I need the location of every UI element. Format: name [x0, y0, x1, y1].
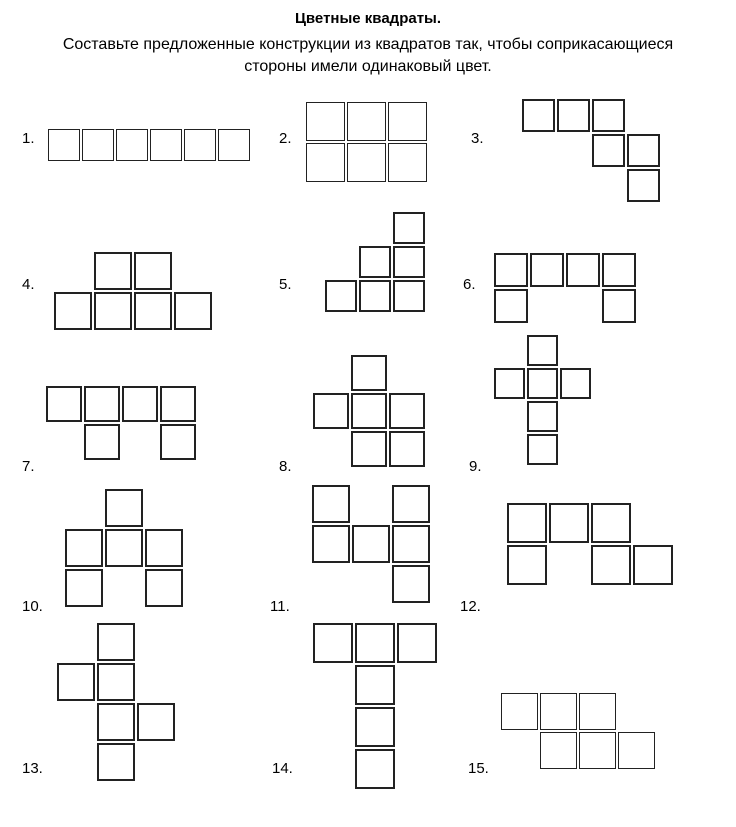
square-cell — [97, 623, 135, 661]
square-cell — [592, 134, 625, 167]
square-cell — [105, 489, 143, 527]
square-cell — [54, 292, 92, 330]
square-cell — [82, 129, 114, 161]
square-cell — [579, 732, 616, 769]
square-cell — [507, 503, 547, 543]
square-cell — [530, 253, 564, 287]
square-cell — [527, 401, 558, 432]
square-cell — [527, 335, 558, 366]
figure-number: 15. — [468, 760, 489, 777]
square-cell — [355, 707, 395, 747]
square-cell — [389, 393, 425, 429]
square-cell — [116, 129, 148, 161]
square-cell — [560, 368, 591, 399]
figure-number: 10. — [22, 598, 43, 615]
square-cell — [134, 292, 172, 330]
square-cell — [355, 623, 395, 663]
square-cell — [48, 129, 80, 161]
square-cell — [549, 503, 589, 543]
figure-number: 5. — [279, 276, 292, 293]
square-cell — [392, 485, 430, 523]
square-cell — [566, 253, 600, 287]
square-cell — [602, 253, 636, 287]
square-cell — [306, 102, 345, 141]
square-cell — [312, 525, 350, 563]
square-cell — [84, 424, 120, 460]
square-cell — [122, 386, 158, 422]
square-cell — [389, 431, 425, 467]
square-cell — [134, 252, 172, 290]
square-cell — [501, 693, 538, 730]
square-cell — [347, 143, 386, 182]
square-cell — [313, 393, 349, 429]
square-cell — [145, 569, 183, 607]
square-cell — [494, 289, 528, 323]
square-cell — [494, 368, 525, 399]
figure-number: 6. — [463, 276, 476, 293]
square-cell — [97, 743, 135, 781]
square-cell — [592, 99, 625, 132]
square-cell — [393, 246, 425, 278]
square-cell — [150, 129, 182, 161]
square-cell — [105, 529, 143, 567]
square-cell — [347, 102, 386, 141]
square-cell — [527, 368, 558, 399]
square-cell — [602, 289, 636, 323]
square-cell — [359, 246, 391, 278]
square-cell — [359, 280, 391, 312]
figure-number: 3. — [471, 130, 484, 147]
square-cell — [627, 169, 660, 202]
square-cell — [388, 102, 427, 141]
square-cell — [579, 693, 616, 730]
square-cell — [393, 212, 425, 244]
square-cell — [618, 732, 655, 769]
square-cell — [351, 355, 387, 391]
square-cell — [351, 431, 387, 467]
square-cell — [97, 703, 135, 741]
figure-number: 8. — [279, 458, 292, 475]
worksheet-instruction: Составьте предложенные конструкции из квадратов так, чтобы соприкасающиеся стороны имели одинаковый цвет. — [62, 36, 674, 75]
square-cell — [145, 529, 183, 567]
square-cell — [174, 292, 212, 330]
square-cell — [84, 386, 120, 422]
figure-number: 7. — [22, 458, 35, 475]
square-cell — [627, 134, 660, 167]
square-cell — [65, 569, 103, 607]
figure-number: 9. — [469, 458, 482, 475]
square-cell — [352, 525, 390, 563]
square-cell — [633, 545, 673, 585]
square-cell — [507, 545, 547, 585]
figure-number: 12. — [460, 598, 481, 615]
figure-number: 14. — [272, 760, 293, 777]
figure-number: 11. — [270, 598, 290, 615]
square-cell — [494, 253, 528, 287]
square-cell — [46, 386, 82, 422]
square-cell — [325, 280, 357, 312]
square-cell — [397, 623, 437, 663]
square-cell — [393, 280, 425, 312]
square-cell — [355, 665, 395, 705]
square-cell — [184, 129, 216, 161]
worksheet-title: Цветные квадраты. — [294, 10, 442, 27]
square-cell — [388, 143, 427, 182]
square-cell — [94, 252, 132, 290]
square-cell — [540, 693, 577, 730]
square-cell — [312, 485, 350, 523]
square-cell — [591, 503, 631, 543]
square-cell — [306, 143, 345, 182]
square-cell — [351, 393, 387, 429]
square-cell — [522, 99, 555, 132]
square-cell — [557, 99, 590, 132]
square-cell — [313, 623, 353, 663]
square-cell — [65, 529, 103, 567]
square-cell — [94, 292, 132, 330]
square-cell — [540, 732, 577, 769]
square-cell — [591, 545, 631, 585]
square-cell — [160, 424, 196, 460]
figure-number: 4. — [22, 276, 35, 293]
figure-number: 2. — [279, 130, 292, 147]
square-cell — [392, 525, 430, 563]
square-cell — [57, 663, 95, 701]
square-cell — [392, 565, 430, 603]
figure-number: 1. — [22, 130, 35, 147]
square-cell — [97, 663, 135, 701]
square-cell — [355, 749, 395, 789]
square-cell — [160, 386, 196, 422]
figure-number: 13. — [22, 760, 43, 777]
square-cell — [527, 434, 558, 465]
square-cell — [137, 703, 175, 741]
square-cell — [218, 129, 250, 161]
